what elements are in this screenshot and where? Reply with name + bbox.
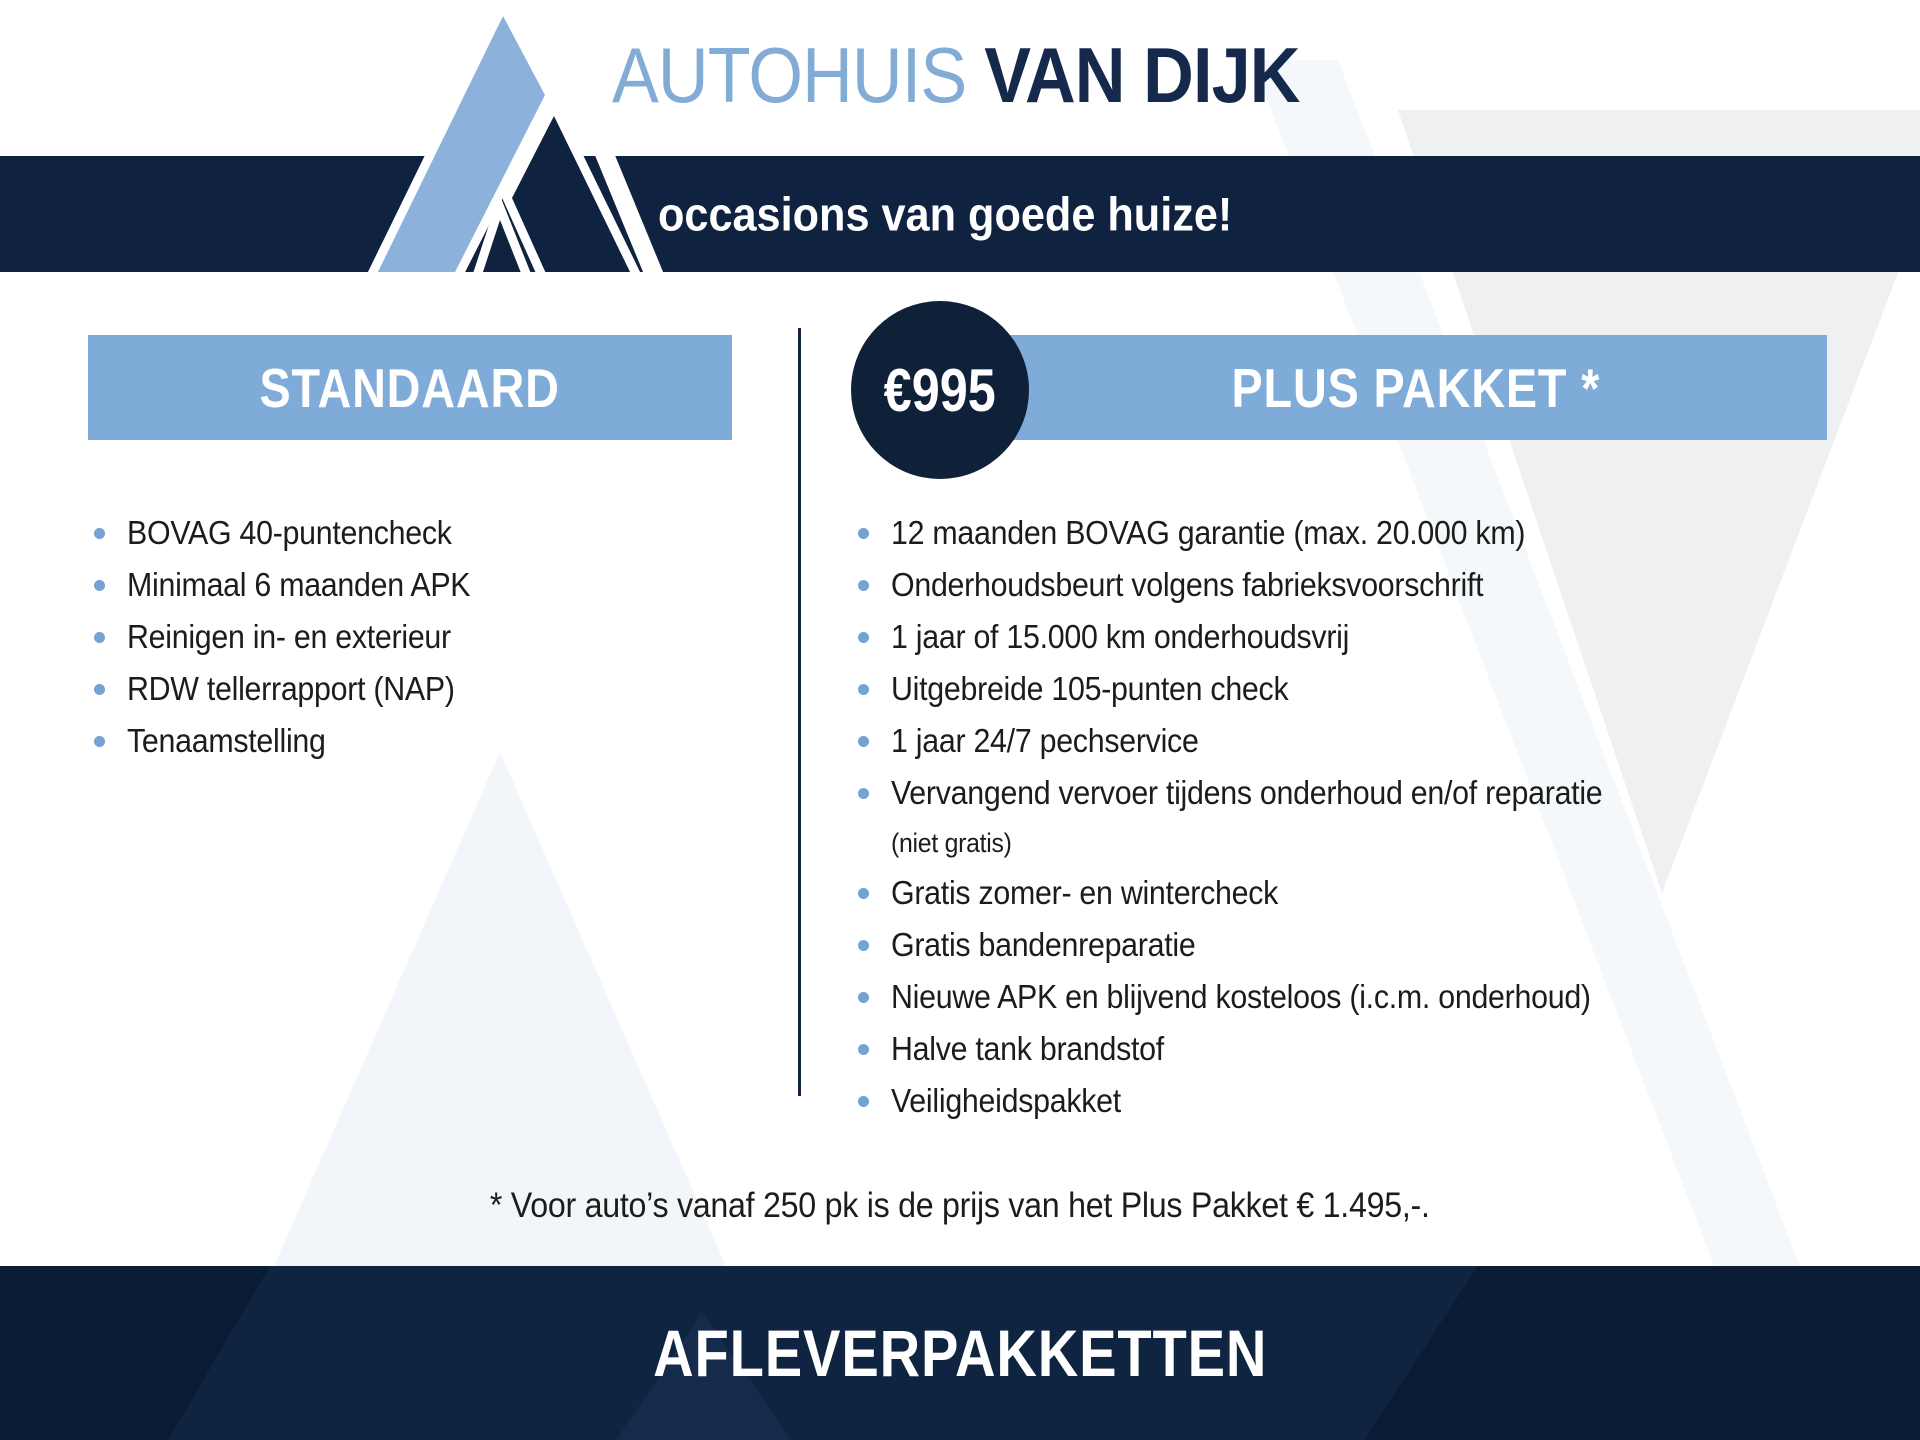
bullet-dot-icon	[858, 1044, 869, 1055]
brand-name-light: AUTOHUIS	[612, 30, 967, 119]
brand-name-bold: VAN DIJK	[984, 30, 1300, 119]
list-item-label: Halve tank brandstof	[891, 1030, 1164, 1067]
standard-list	[94, 507, 754, 767]
bullet-dot-icon	[858, 940, 869, 951]
list-item-note-label: (niet gratis)	[891, 827, 1012, 858]
bullet-dot-icon	[94, 528, 105, 539]
bullet-dot-icon	[858, 788, 869, 799]
bullet-dot-icon	[858, 888, 869, 899]
list-item-label: Onderhoudsbeurt volgens fabrieksvoorschrift	[891, 566, 1484, 603]
standard-column-header	[88, 335, 732, 440]
bullet-dot-icon	[94, 736, 105, 747]
list-item-label: RDW tellerrapport (NAP)	[127, 670, 455, 707]
bullet-dot-icon	[94, 684, 105, 695]
plus-column-header	[1005, 335, 1827, 440]
list-item	[858, 1075, 1858, 1127]
list-item-label: BOVAG 40-puntencheck	[127, 514, 452, 551]
list-item	[94, 559, 754, 611]
plus-list	[858, 507, 1858, 1127]
bullet-dot-icon	[858, 736, 869, 747]
list-item	[858, 1023, 1858, 1075]
bullet-dot-icon	[858, 684, 869, 695]
brand-tagline: occasions van goede huize!	[658, 187, 1233, 241]
list-item-label: Uitgebreide 105-punten check	[891, 670, 1289, 707]
footer-title: AFLEVERPAKKETTEN	[652, 1316, 1268, 1390]
list-item	[858, 767, 1858, 819]
list-item-label: Nieuwe APK en blijvend kosteloos (i.c.m. onderhoud)	[891, 978, 1591, 1015]
list-item	[858, 611, 1858, 663]
bullet-dot-icon	[858, 580, 869, 591]
footnote-text: * Voor auto’s vanaf 250 pk is de prijs van het Plus Pakket € 1.495,-.	[490, 1186, 1430, 1225]
bullet-dot-icon	[858, 992, 869, 1003]
plus-title: PLUS PAKKET *	[1231, 356, 1601, 419]
list-item-label: Veiligheidspakket	[891, 1082, 1121, 1119]
footnote	[0, 1178, 1920, 1234]
footer-banner	[0, 1266, 1920, 1440]
list-item	[858, 663, 1858, 715]
list-item-label: Reinigen in- en exterieur	[127, 618, 451, 655]
list-item	[858, 971, 1858, 1023]
standard-title: STANDAARD	[259, 356, 561, 419]
list-item	[858, 867, 1858, 919]
bullet-dot-icon	[858, 632, 869, 643]
logo-baseline-mask	[240, 272, 700, 300]
list-item-label: 1 jaar 24/7 pechservice	[891, 722, 1199, 759]
list-item	[94, 663, 754, 715]
list-item-label: Vervangend vervoer tijdens onderhoud en/of reparatie	[891, 774, 1603, 811]
column-divider	[798, 328, 801, 1096]
list-item-label: Minimaal 6 maanden APK	[127, 566, 471, 603]
list-item	[858, 715, 1858, 767]
list-item-label: Gratis bandenreparatie	[891, 926, 1196, 963]
list-item	[858, 507, 1858, 559]
list-item	[858, 559, 1858, 611]
list-item-label: Gratis zomer- en wintercheck	[891, 874, 1279, 911]
list-item-note	[858, 819, 1858, 867]
list-item-label: 12 maanden BOVAG garantie (max. 20.000 km)	[891, 514, 1526, 551]
bullet-dot-icon	[94, 632, 105, 643]
price-badge	[851, 301, 1029, 479]
price-label: €995	[883, 356, 997, 424]
bullet-dot-icon	[858, 1096, 869, 1107]
brand-wordmark	[612, 30, 1376, 119]
bullet-dot-icon	[94, 580, 105, 591]
list-item	[94, 715, 754, 767]
logo-left-leg	[375, 16, 545, 278]
list-item-label: 1 jaar of 15.000 km onderhoudsvrij	[891, 618, 1350, 655]
bullet-dot-icon	[858, 528, 869, 539]
list-item	[858, 919, 1858, 971]
list-item-label: Tenaamstelling	[127, 722, 326, 759]
list-item	[94, 611, 754, 663]
list-item	[94, 507, 754, 559]
